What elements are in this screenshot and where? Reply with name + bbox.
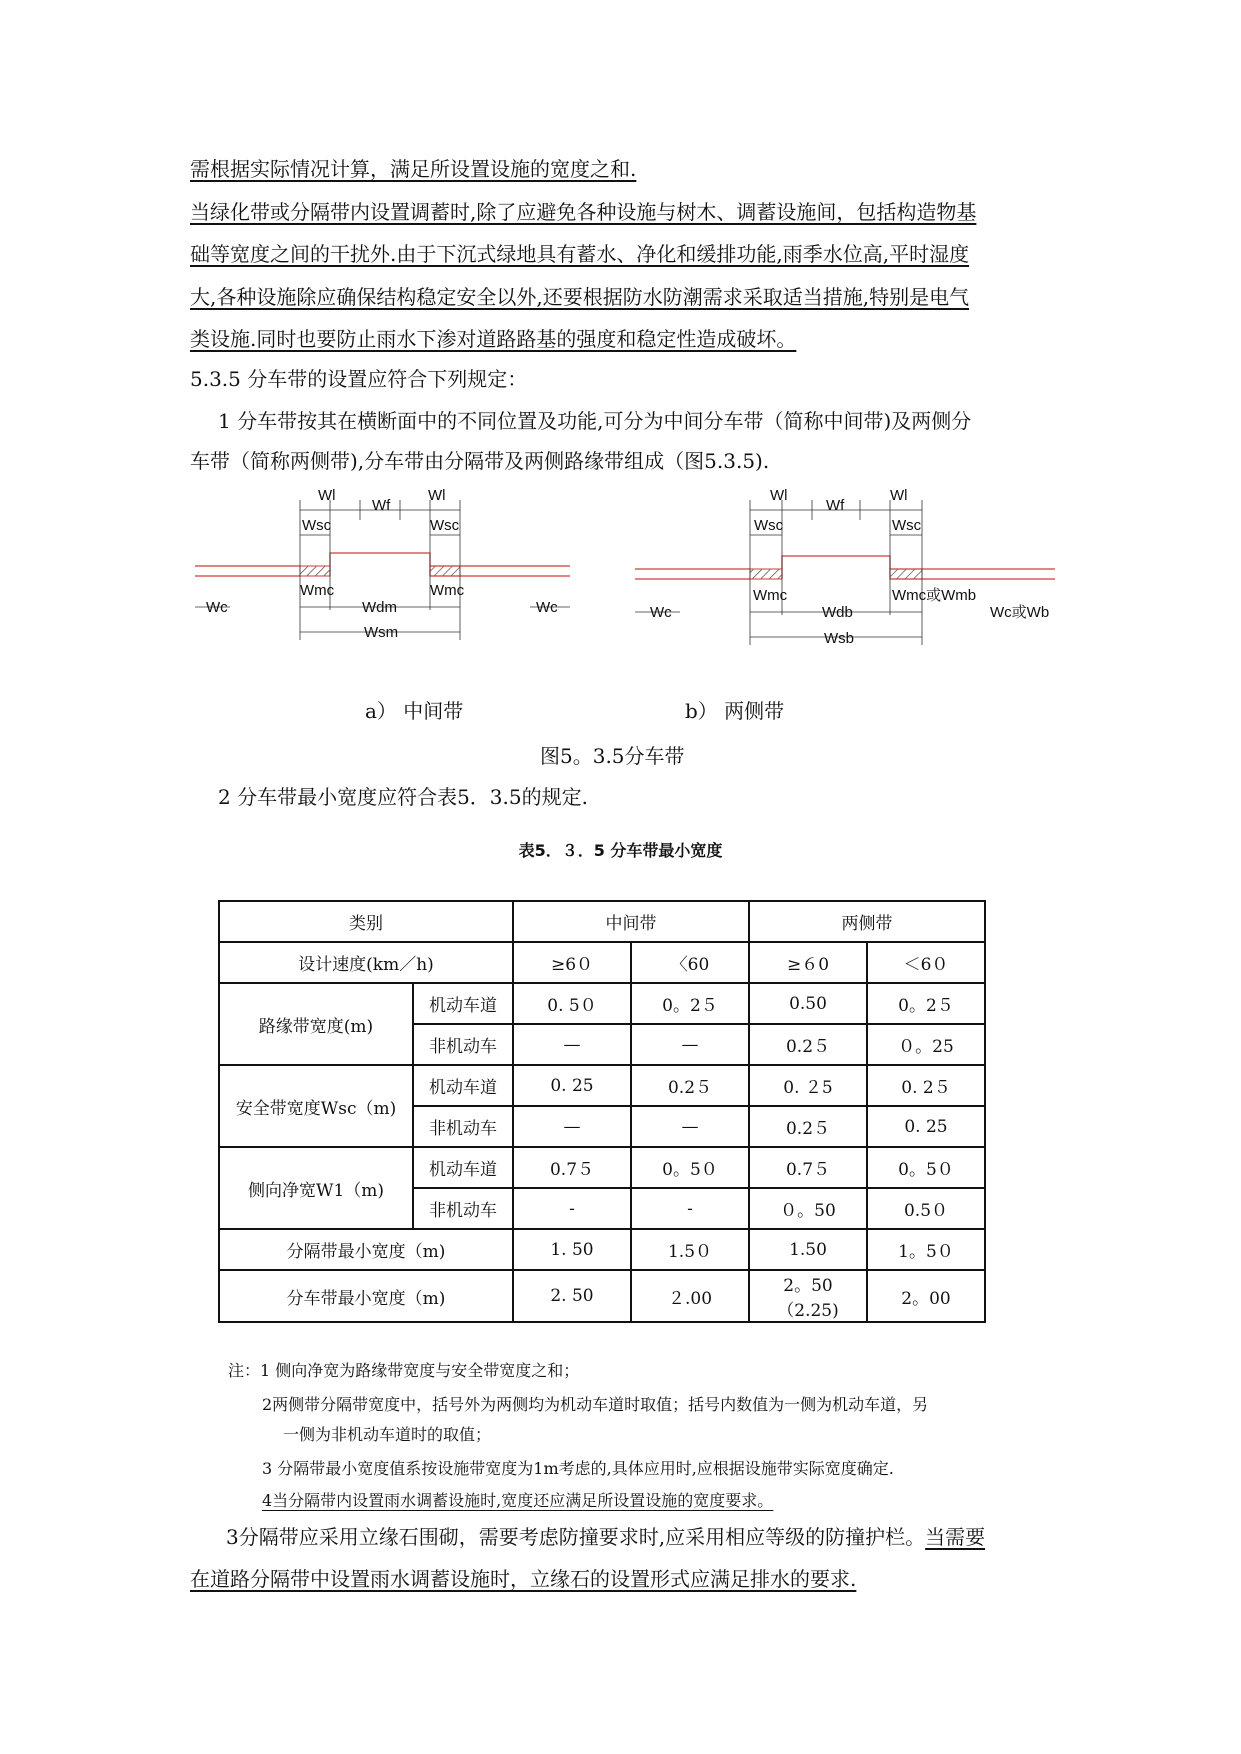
cell: 1.5０: [631, 1229, 749, 1270]
diagram-median-belt: [190, 480, 590, 650]
cell: —: [631, 1024, 749, 1065]
cell: 〈60: [631, 942, 749, 983]
cell: ０。50: [749, 1188, 867, 1229]
cell: 0. 25: [513, 1065, 631, 1106]
paragraph-line: 1 分车带按其在横断面中的不同位置及功能,可分为中间分车带（简称中间带)及两侧分: [218, 409, 972, 433]
sub-label: 机动车道: [413, 1065, 513, 1106]
table-row: [219, 1147, 985, 1188]
label-wc-left: Wc: [650, 604, 672, 621]
cell: 1.50: [749, 1229, 867, 1270]
label-wdm: Wdm: [362, 599, 397, 616]
min-width-table: [218, 900, 986, 1323]
label-wc-left: Wc: [206, 599, 228, 616]
cell: ≥6０: [513, 942, 631, 983]
cell: 0.2５: [631, 1065, 749, 1106]
paragraph-line: 需根据实际情况计算，满足所设置设施的宽度之和.: [190, 157, 637, 181]
label-wdb: Wdb: [822, 604, 853, 621]
cell: 1。5０: [867, 1229, 985, 1270]
cell: 0.7５: [749, 1147, 867, 1188]
label-wf: Wf: [372, 497, 391, 514]
cell: 0.50: [749, 983, 867, 1024]
cell: 2。00: [867, 1270, 985, 1322]
label-wsc-right: Wsc: [430, 517, 460, 534]
cell: 0。5０: [867, 1147, 985, 1188]
label-wmc-right: Wmc: [430, 582, 465, 599]
note-2: 2两侧带分隔带宽度中，括号外为两侧均为机动车道时取值；括号内数值为一侧为机动车道，另: [262, 1395, 929, 1414]
sub-label: 非机动车: [413, 1188, 513, 1229]
paragraph-line: [226, 1522, 985, 1552]
figure-caption-b: b） 两侧带: [685, 699, 785, 723]
cell: 1. 50: [513, 1229, 631, 1270]
table-row: [219, 983, 985, 1024]
cell: ２.00: [631, 1270, 749, 1322]
label-wmc-wmb: Wmc或Wmb: [892, 587, 977, 604]
label-wmc-left: Wmc: [300, 582, 335, 599]
sub-label: 非机动车: [413, 1024, 513, 1065]
cell: 0.7５: [513, 1147, 631, 1188]
row-label: 设计速度(km／h): [219, 942, 513, 983]
label-wsc-right: Wsc: [892, 517, 922, 534]
group-label: 安全带宽度Wsc（m): [219, 1065, 413, 1147]
note-1: 注：1 侧向净宽为路缘带宽度与安全带宽度之和；: [228, 1361, 580, 1380]
cell: -: [631, 1188, 749, 1229]
cell: 0.5０: [867, 1188, 985, 1229]
cell: -: [513, 1188, 631, 1229]
cell: ０。25: [867, 1024, 985, 1065]
label-wf: Wf: [826, 497, 845, 514]
cell: 0。5０: [631, 1147, 749, 1188]
table-row: [219, 1229, 985, 1270]
cell: 0. 25: [867, 1106, 985, 1147]
figure-caption-a: a） 中间带: [365, 699, 464, 723]
label-wl-right: Wl: [428, 487, 446, 504]
label-wmc-left: Wmc: [753, 587, 788, 604]
label-wc-right: Wc: [536, 599, 558, 616]
label-wsc-left: Wsc: [754, 517, 784, 534]
row-label: 分隔带最小宽度（m): [219, 1229, 513, 1270]
sub-label: 机动车道: [413, 983, 513, 1024]
header-category: 类别: [219, 901, 513, 942]
label-wsc-left: Wsc: [302, 517, 332, 534]
sub-label: 非机动车: [413, 1106, 513, 1147]
paragraph-line: 在道路分隔带中设置雨水调蓄设施时，立缘石的设置形式应满足排水的要求.: [190, 1567, 857, 1591]
paragraph-line: 类设施.同时也要防止雨水下渗对道路路基的强度和稳定性造成破坏。: [190, 327, 797, 351]
row-label: 分车带最小宽度（m): [219, 1270, 513, 1322]
section-heading: 5.3.5 分车带的设置应符合下列规定：: [190, 367, 528, 391]
paragraph-line: 当绿化带或分隔带内设置调蓄时,除了应避免各种设施与树木、调蓄设施间，包括构造物基: [190, 200, 977, 224]
cell: 0。2５: [867, 983, 985, 1024]
paragraph-text: 3分隔带应采用立缘石围砌，需要考虑防撞要求时,应采用相应等级的防撞护栏。: [226, 1525, 926, 1549]
paragraph-text-underlined: 当需要: [925, 1525, 986, 1549]
table-row: [219, 1270, 985, 1322]
cell: ≥６0: [749, 942, 867, 983]
cell: 2. 50: [513, 1270, 631, 1322]
label-wsm: Wsm: [364, 624, 399, 641]
table-row: [219, 1065, 985, 1106]
label-wsb: Wsb: [824, 630, 854, 647]
label-wl-left: Wl: [770, 487, 788, 504]
table-caption: 表5．３．5 分车带最小宽度: [518, 841, 723, 860]
paragraph-line: 础等宽度之间的干扰外.由于下沉式绿地具有蓄水、净化和缓排功能,雨季水位高,平时湿度: [190, 242, 970, 266]
sub-label: 机动车道: [413, 1147, 513, 1188]
cell: 2。50（2.25): [749, 1270, 867, 1322]
cell: 0.2５: [749, 1024, 867, 1065]
cell: 0. 5０: [513, 983, 631, 1024]
cell: —: [513, 1106, 631, 1147]
paragraph-line: 2 分车带最小宽度应符合表5．3.5的规定.: [218, 785, 588, 809]
figure-caption: 图5。3.5分车带: [540, 744, 685, 768]
header-side: 两侧带: [749, 901, 985, 942]
table-row: [219, 942, 985, 983]
group-label: 路缘带宽度(m): [219, 983, 413, 1065]
label-wc-wb: Wc或Wb: [990, 604, 1050, 621]
label-wl-left: Wl: [318, 487, 336, 504]
table-row: [219, 901, 985, 942]
paragraph-line: 大,各种设施除应确保结构稳定安全以外,还要根据防水防潮需求采取适当措施,特别是电气: [190, 285, 970, 309]
label-wl-right: Wl: [890, 487, 908, 504]
cell: 0. ２5: [749, 1065, 867, 1106]
paragraph-line: 车带（简称两侧带),分车带由分隔带及两侧路缘带组成（图5.3.5).: [190, 449, 770, 473]
cell: —: [513, 1024, 631, 1065]
cell: 0. 2５: [867, 1065, 985, 1106]
cell: 0.2５: [749, 1106, 867, 1147]
cell: —: [631, 1106, 749, 1147]
note-2-cont: 一侧为非机动车道时的取值；: [283, 1425, 492, 1444]
group-label: 侧向净宽W1（m): [219, 1147, 413, 1229]
note-4: 4当分隔带内设置雨水调蓄设施时,宽度还应满足所设置设施的宽度要求。: [262, 1491, 774, 1510]
cell: 0。2５: [631, 983, 749, 1024]
note-3: 3 分隔带最小宽度值系按设施带宽度为1m考虑的,具体应用时,应根据设施带实际宽度确定.: [262, 1459, 894, 1478]
diagram-side-belt: [630, 480, 1060, 650]
header-middle: 中间带: [513, 901, 749, 942]
cell: ＜6０: [867, 942, 985, 983]
